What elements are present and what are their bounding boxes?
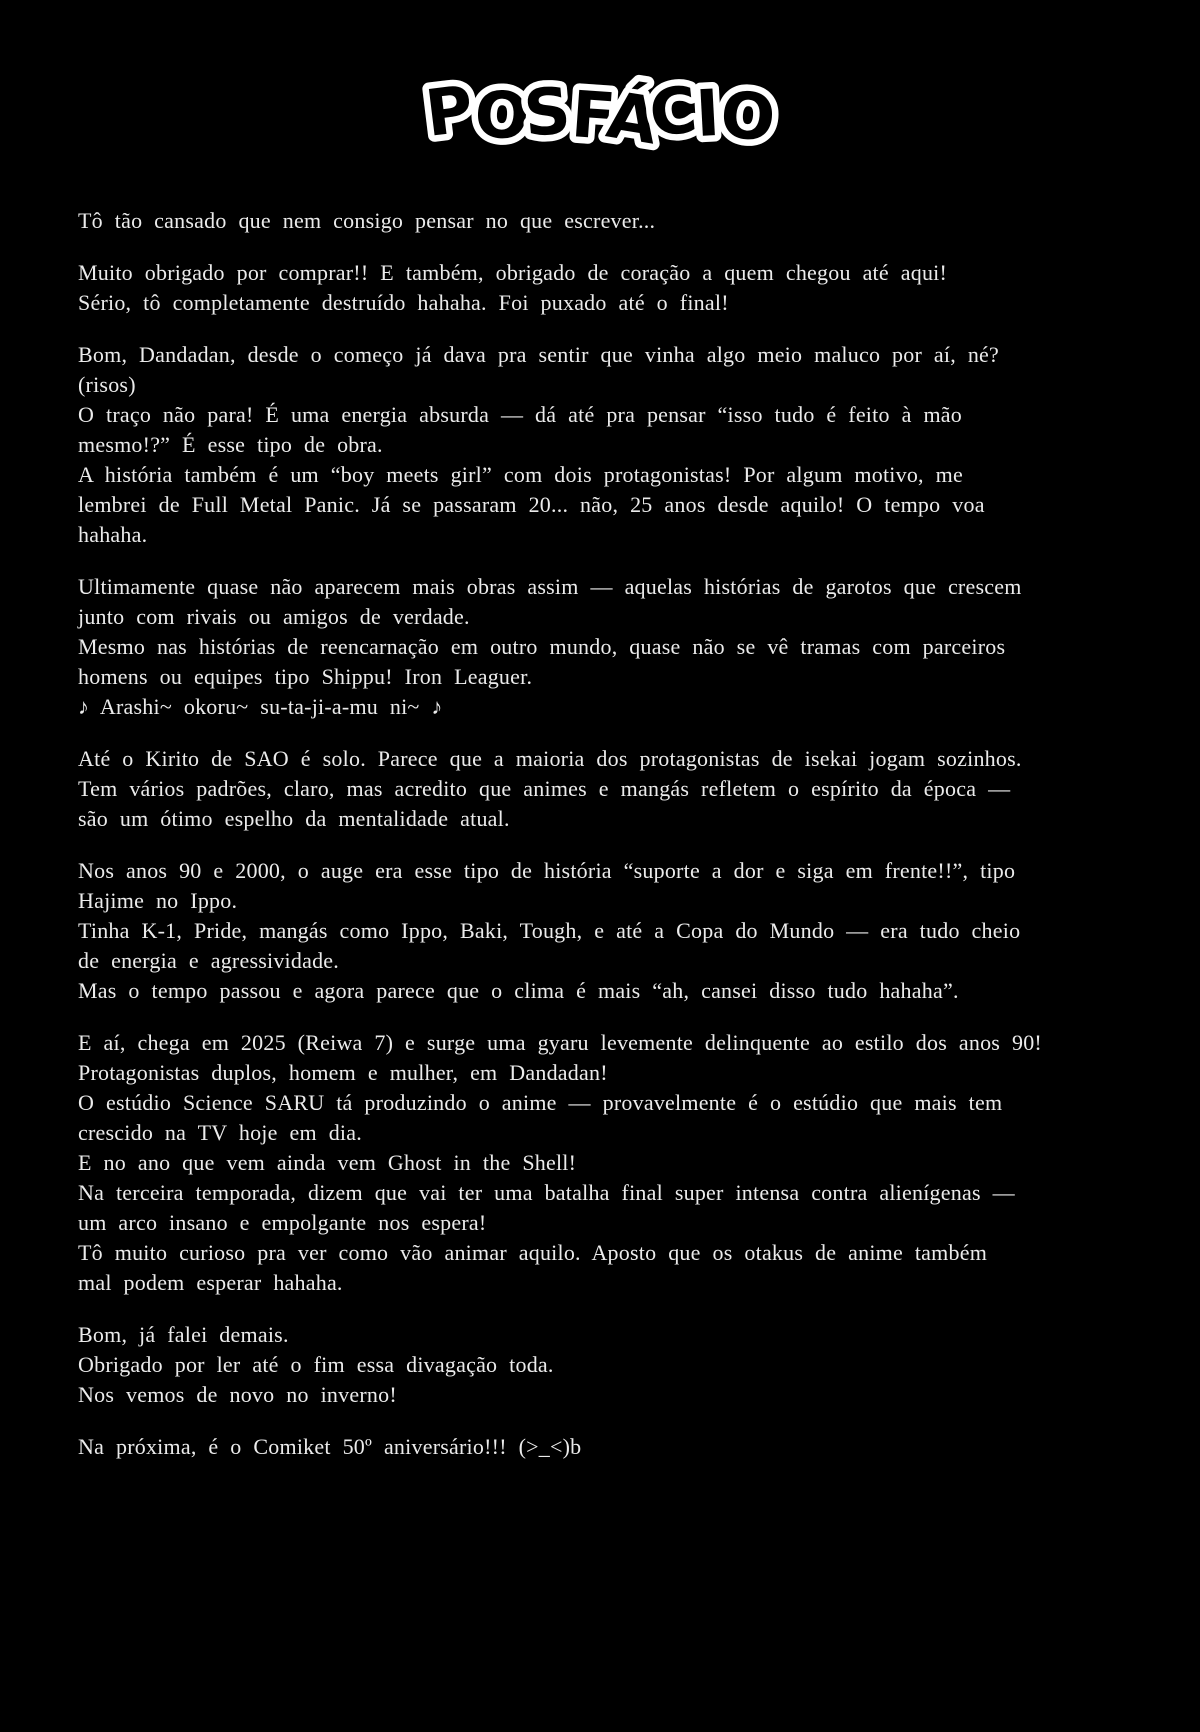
text-line: O traço não para! É uma energia absurda — dá até pra pensar “isso tudo é feito à mão [78,402,962,427]
text-line: Nos anos 90 e 2000, o auge era esse tipo de história “suporte a dor e siga em frente!!”, tipo [78,858,1016,883]
text-line: hahaha. [78,522,148,547]
text-line: lembrei de Full Metal Panic. Já se passaram 20... não, 25 anos desde aquilo! O tempo voa [78,492,985,517]
text-line: Nos vemos de novo no inverno! [78,1382,397,1407]
text-line: Tem vários padrões, claro, mas acredito que animes e mangás refletem o espírito da época — [78,776,1011,801]
title-artwork [220,42,980,174]
text-line: Tô muito curioso pra ver como vão animar aquilo. Aposto que os otakus de anime também [78,1240,988,1265]
text-line: são um ótimo espelho da mentalidade atual. [78,806,510,831]
text-line: Na terceira temporada, dizem que vai ter uma batalha final super intensa contra alienígenas — [78,1180,1015,1205]
text-line: Tinha K-1, Pride, mangás como Ippo, Baki, Tough, e até a Copa do Mundo — era tudo cheio [78,918,1021,943]
text-line: Na próxima, é o Comiket 50º aniversário!!! (>_<)b [78,1434,582,1459]
paragraph [78,340,1140,550]
text-line: crescido na TV hoje em dia. [78,1120,362,1145]
text-line: mal podem esperar hahaha. [78,1270,343,1295]
text-line: homens ou equipes tipo Shippu! Iron Leaguer. [78,664,533,689]
text-line: Bom, Dandadan, desde o começo já dava pra sentir que vinha algo meio maluco por aí, né? [78,342,1000,367]
paragraph [78,744,1140,834]
text-line: Protagonistas duplos, homem e mulher, em Dandadan! [78,1060,608,1085]
paragraph [78,258,1140,318]
text-line: de energia e agressividade. [78,948,340,973]
paragraph [78,206,1140,236]
text-line: A história também é um “boy meets girl” com dois protagonistas! Por algum motivo, me [78,462,963,487]
paragraph [78,1432,1140,1462]
text-line: um arco insano e empolgante nos espera! [78,1210,487,1235]
text-line: E no ano que vem ainda vem Ghost in the Shell! [78,1150,577,1175]
paragraph [78,572,1140,722]
text-line: mesmo!?” É esse tipo de obra. [78,432,383,457]
text-line: Obrigado por ler até o fim essa divagação toda. [78,1352,554,1377]
text-line: junto com rivais ou amigos de verdade. [78,604,470,629]
page-title: POSFÁCIO [421,72,777,160]
text-line: Ultimamente quase não aparecem mais obras assim — aquelas histórias de garotos que crescem [78,574,1022,599]
title-block [0,0,1200,174]
paragraph [78,1320,1140,1410]
afterword-body [0,174,1200,1462]
text-line: Hajime no Ippo. [78,888,238,913]
text-line: (risos) [78,372,136,397]
text-line: Até o Kirito de SAO é solo. Parece que a maioria dos protagonistas de isekai jogam sozinhos. [78,746,1022,771]
paragraph [78,1028,1140,1298]
text-line: Muito obrigado por comprar!! E também, obrigado de coração a quem chegou até aqui! [78,260,948,285]
text-line: Mesmo nas histórias de reencarnação em outro mundo, quase não se vê tramas com parceiros [78,634,1006,659]
text-line: Bom, já falei demais. [78,1322,289,1347]
text-line: Sério, tô completamente destruído hahaha. Foi puxado até o final! [78,290,729,315]
paragraph [78,856,1140,1006]
text-line: Mas o tempo passou e agora parece que o clima é mais “ah, cansei disso tudo hahaha”. [78,978,959,1003]
text-line: O estúdio Science SARU tá produzindo o anime — provavelmente é o estúdio que mais tem [78,1090,1003,1115]
text-line: ♪ Arashi~ okoru~ su-ta-ji-a-mu ni~ ♪ [78,694,443,719]
text-line: Tô tão cansado que nem consigo pensar no que escrever... [78,208,656,233]
text-line: E aí, chega em 2025 (Reiwa 7) e surge uma gyaru levemente delinquente ao estilo dos anos 90! [78,1030,1042,1055]
